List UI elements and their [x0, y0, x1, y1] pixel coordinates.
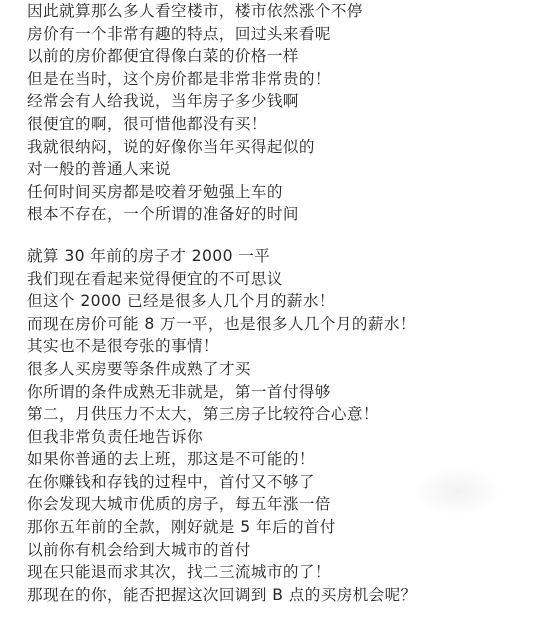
text-line: 很多人买房要等条件成熟了才买 — [27, 359, 251, 378]
text-line: 但这个 2000 已经是很多人几个月的薪水！ — [27, 292, 335, 311]
text-line: 就算 30 年前的房子才 2000 一平 — [27, 246, 271, 265]
text-line: 其实也不是很夸张的事情！ — [27, 337, 219, 356]
text-line: 你会发现大城市优质的房子，每五年涨一倍 — [27, 495, 331, 514]
paragraph-1 — [27, 0, 527, 226]
text-line: 很便宜的啊，很可惜他都没有买！ — [27, 114, 267, 133]
background-smudge — [412, 466, 502, 516]
text-line: 现在只能退而求其次，找二三流城市的了！ — [27, 563, 331, 582]
text-line: 我就很纳闷，说的好像你当年买得起似的 — [27, 137, 315, 156]
text-line: 如果你普通的去上班，那这是不可能的！ — [27, 450, 315, 469]
text-line: 第二，月供压力不太大，第三房子比较符合心意！ — [27, 405, 379, 424]
paragraph-gap — [27, 226, 527, 245]
text-line: 经常会有人给我说，当年房子多少钱啊 — [27, 92, 299, 111]
text-line: 但是在当时，这个房价都是非常非常贵的！ — [27, 69, 331, 88]
text-line: 以前的房价都便宜得像白菜的价格一样 — [27, 47, 299, 66]
text-line: 我们现在看起来觉得便宜的不可思议 — [27, 269, 283, 288]
text-line: 因此就算那么多人看空楼市，楼市依然涨个不停 — [27, 2, 363, 20]
paragraph-2 — [27, 245, 527, 607]
text-line: 以前你有机会给到大城市的首付 — [27, 540, 251, 559]
text-line: 那你五年前的全款，刚好就是 5 年后的首付 — [27, 518, 336, 537]
text-line: 你所谓的条件成熟无非就是，第一首付得够 — [27, 382, 331, 401]
text-line: 那现在的你，能否把握这次回调到 B 点的买房机会呢？ — [27, 585, 417, 604]
text-line: 任何时间买房都是咬着牙勉强上车的 — [27, 182, 283, 201]
text-line: 在你赚钱和存钱的过程中，首付又不够了 — [27, 472, 315, 491]
text-line: 但我非常负责任地告诉你 — [27, 427, 203, 446]
text-line: 房价有一个非常有趣的特点，回过头来看呢 — [27, 24, 331, 43]
text-line: 而现在房价可能 8 万一平，也是很多人几个月的薪水！ — [27, 314, 416, 333]
text-line: 对一般的普通人来说 — [27, 160, 171, 179]
text-line: 根本不存在，一个所谓的准备好的时间 — [27, 205, 299, 224]
